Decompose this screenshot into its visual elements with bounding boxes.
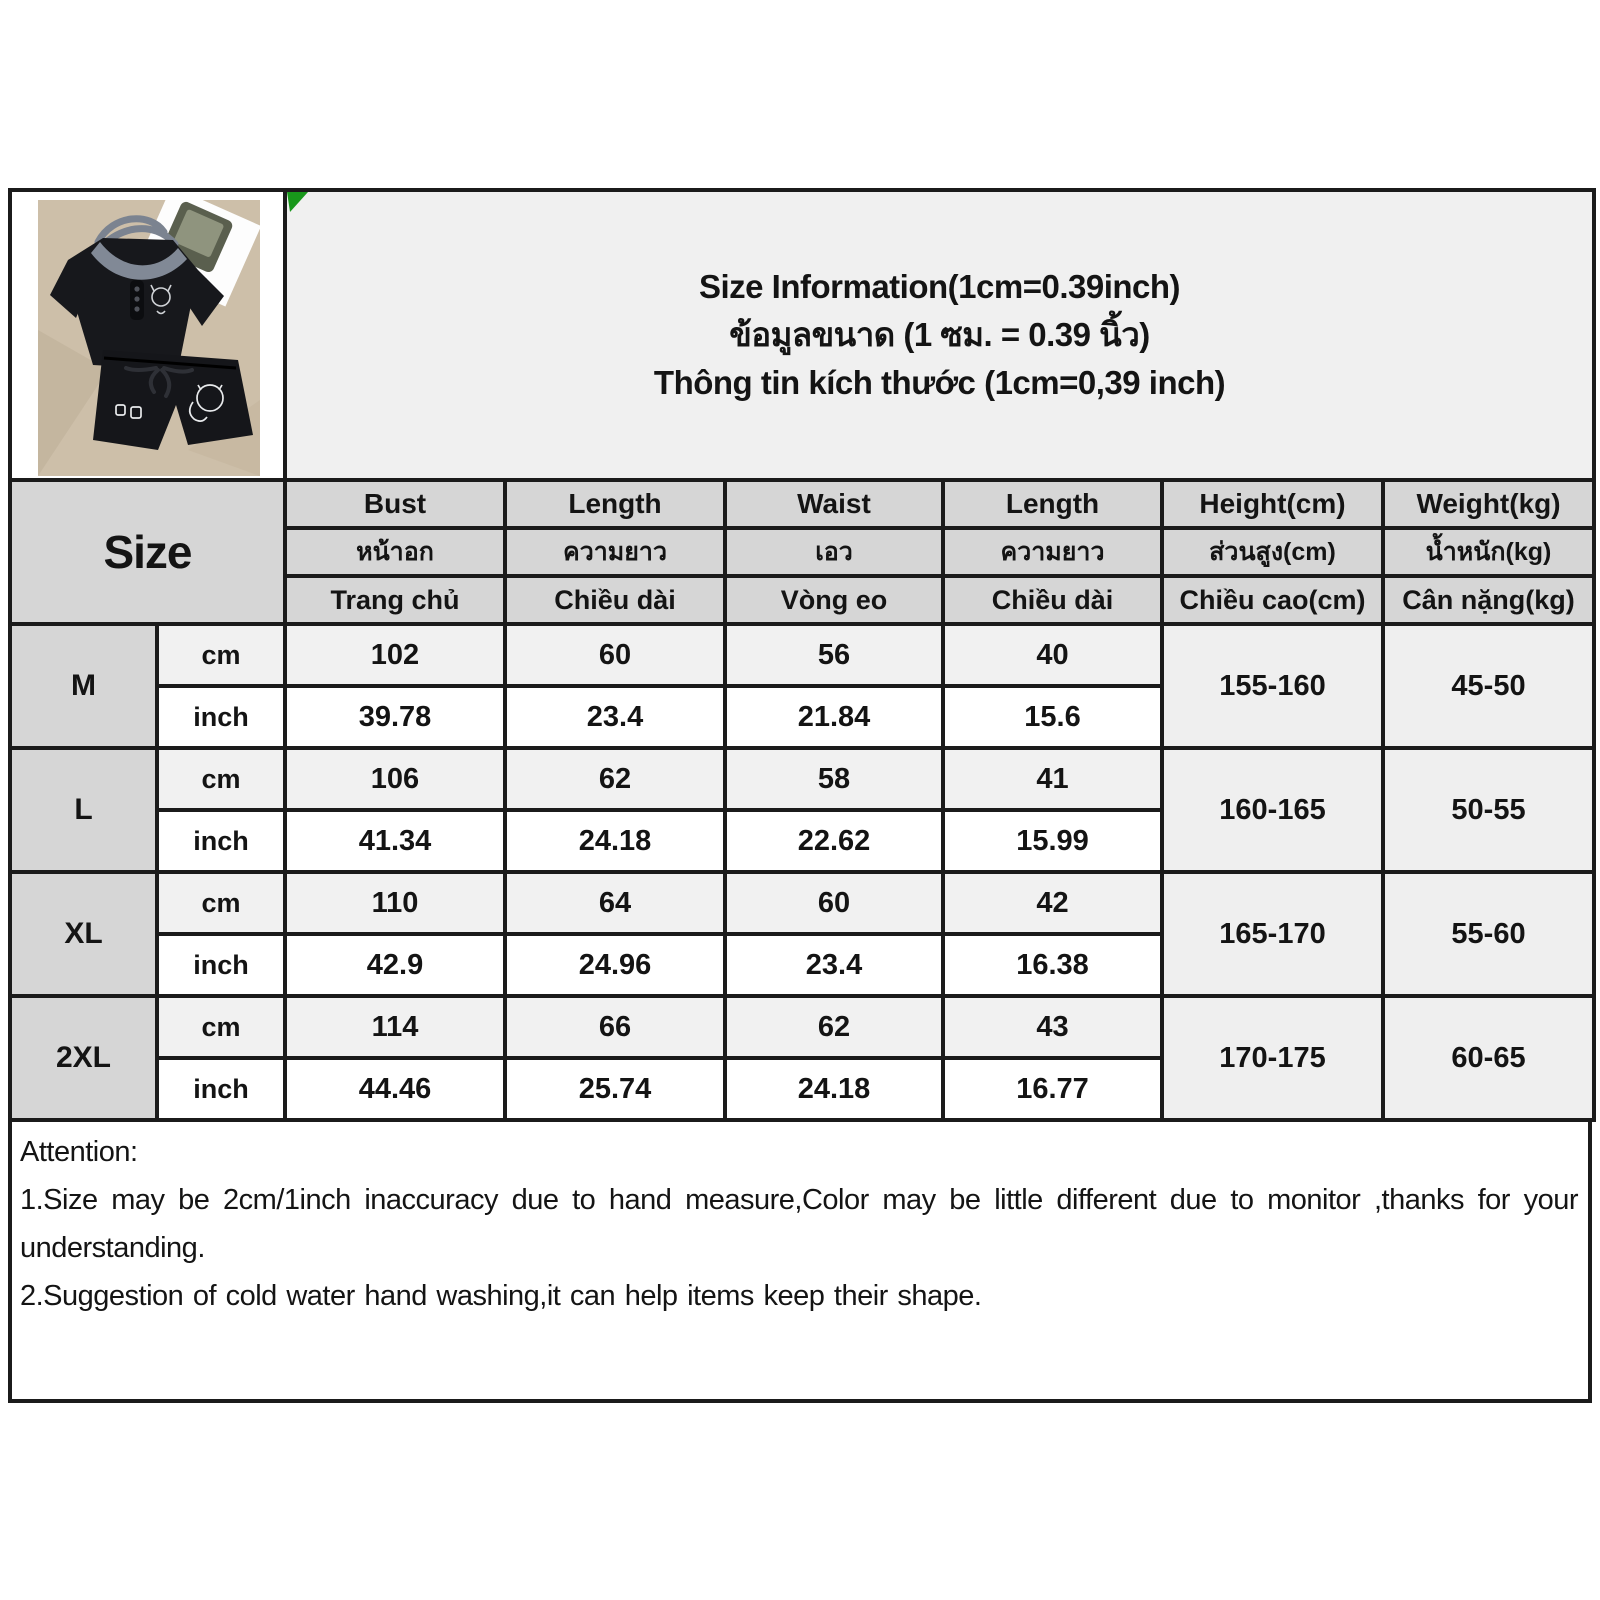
- column-header-height-th: ส่วนสูง(cm): [1162, 528, 1383, 576]
- measurement-value: 114: [285, 996, 505, 1058]
- product-photo: [38, 200, 260, 476]
- measurement-value: 21.84: [725, 686, 943, 748]
- measurement-value: 66: [505, 996, 725, 1058]
- attention-note-2: 2.Suggestion of cold water hand washing,it can help items keep their shape.: [20, 1280, 982, 1312]
- size-table: [8, 188, 1596, 1122]
- product-photo-image: [38, 200, 260, 476]
- column-header-top-length-th: ความยาว: [505, 528, 725, 576]
- column-header-bust-th: หน้าอก: [285, 528, 505, 576]
- measurement-value: 23.4: [505, 686, 725, 748]
- column-header-top-length-vi: Chiều dài: [505, 576, 725, 624]
- column-header-bust-en: Bust: [285, 480, 505, 528]
- measurement-value: 56: [725, 624, 943, 686]
- measurement-value: 24.18: [725, 1058, 943, 1120]
- column-header-weight-th: น้ำหนัก(kg): [1383, 528, 1594, 576]
- measurement-value: 40: [943, 624, 1162, 686]
- height-range-m: 155-160: [1162, 624, 1383, 748]
- size-label-m: M: [10, 624, 157, 748]
- attention-note-1: 1.Size may be 2cm/1inch inaccuracy due to hand measure,Color may be little different due to monitor ,thanks for your understanding.: [20, 1184, 1578, 1264]
- weight-range-xl: 55-60: [1383, 872, 1594, 996]
- size-info-title-en: Size Information(1cm=0.39inch): [698, 268, 1181, 305]
- column-header-top-length-en: Length: [505, 480, 725, 528]
- measurement-value: 62: [725, 996, 943, 1058]
- column-header-bottom-length-vi: Chiều dài: [943, 576, 1162, 624]
- column-header-waist-en: Waist: [725, 480, 943, 528]
- size-label-2xl: 2XL: [10, 996, 157, 1120]
- unit-label-inch: inch: [157, 686, 285, 748]
- column-header-height-vi: Chiều cao(cm): [1162, 576, 1383, 624]
- measurement-value: 15.99: [943, 810, 1162, 872]
- measurement-value: 16.38: [943, 934, 1162, 996]
- measurement-value: 15.6: [943, 686, 1162, 748]
- size-info-title-vi: Thông tin kích thước (1cm=0,39 inch): [653, 364, 1226, 401]
- unit-label-cm: cm: [157, 748, 285, 810]
- attention-box: [8, 1122, 1592, 1403]
- measurement-value: 60: [505, 624, 725, 686]
- measurement-value: 58: [725, 748, 943, 810]
- unit-label-cm: cm: [157, 624, 285, 686]
- column-header-bottom-length-en: Length: [943, 480, 1162, 528]
- size-column-header: Size: [10, 480, 285, 624]
- title-cell: [285, 190, 1594, 480]
- measurement-value: 42.9: [285, 934, 505, 996]
- size-label-l: L: [10, 748, 157, 872]
- measurement-value: 106: [285, 748, 505, 810]
- unit-label-inch: inch: [157, 810, 285, 872]
- column-header-bottom-length-th: ความยาว: [943, 528, 1162, 576]
- column-header-height-en: Height(cm): [1162, 480, 1383, 528]
- green-corner-badge-icon: [287, 192, 309, 213]
- size-label-xl: XL: [10, 872, 157, 996]
- measurement-value: 23.4: [725, 934, 943, 996]
- height-range-xl: 165-170: [1162, 872, 1383, 996]
- product-photo-cell: [10, 190, 285, 480]
- size-chart-sheet: [8, 188, 1592, 1403]
- measurement-value: 41.34: [285, 810, 505, 872]
- column-header-waist-th: เอว: [725, 528, 943, 576]
- measurement-value: 60: [725, 872, 943, 934]
- unit-label-cm: cm: [157, 996, 285, 1058]
- measurement-value: 110: [285, 872, 505, 934]
- measurement-value: 16.77: [943, 1058, 1162, 1120]
- measurement-value: 41: [943, 748, 1162, 810]
- measurement-value: 25.74: [505, 1058, 725, 1120]
- measurement-value: 43: [943, 996, 1162, 1058]
- unit-label-inch: inch: [157, 1058, 285, 1120]
- measurement-value: 24.18: [505, 810, 725, 872]
- unit-label-inch: inch: [157, 934, 285, 996]
- weight-range-m: 45-50: [1383, 624, 1594, 748]
- measurement-value: 44.46: [285, 1058, 505, 1120]
- measurement-value: 42: [943, 872, 1162, 934]
- measurement-value: 39.78: [285, 686, 505, 748]
- measurement-value: 62: [505, 748, 725, 810]
- unit-label-cm: cm: [157, 872, 285, 934]
- size-info-title-th: ข้อมูลขนาด (1 ซม. = 0.39 นิ้ว): [729, 316, 1150, 353]
- height-range-l: 160-165: [1162, 748, 1383, 872]
- column-header-weight-vi: Cân nặng(kg): [1383, 576, 1594, 624]
- attention-heading: Attention:: [20, 1136, 138, 1168]
- weight-range-2xl: 60-65: [1383, 996, 1594, 1120]
- column-header-bust-vi: Trang chủ: [285, 576, 505, 624]
- measurement-value: 24.96: [505, 934, 725, 996]
- column-header-waist-vi: Vòng eo: [725, 576, 943, 624]
- weight-range-l: 50-55: [1383, 748, 1594, 872]
- measurement-value: 102: [285, 624, 505, 686]
- column-header-weight-en: Weight(kg): [1383, 480, 1594, 528]
- height-range-2xl: 170-175: [1162, 996, 1383, 1120]
- measurement-value: 22.62: [725, 810, 943, 872]
- measurement-value: 64: [505, 872, 725, 934]
